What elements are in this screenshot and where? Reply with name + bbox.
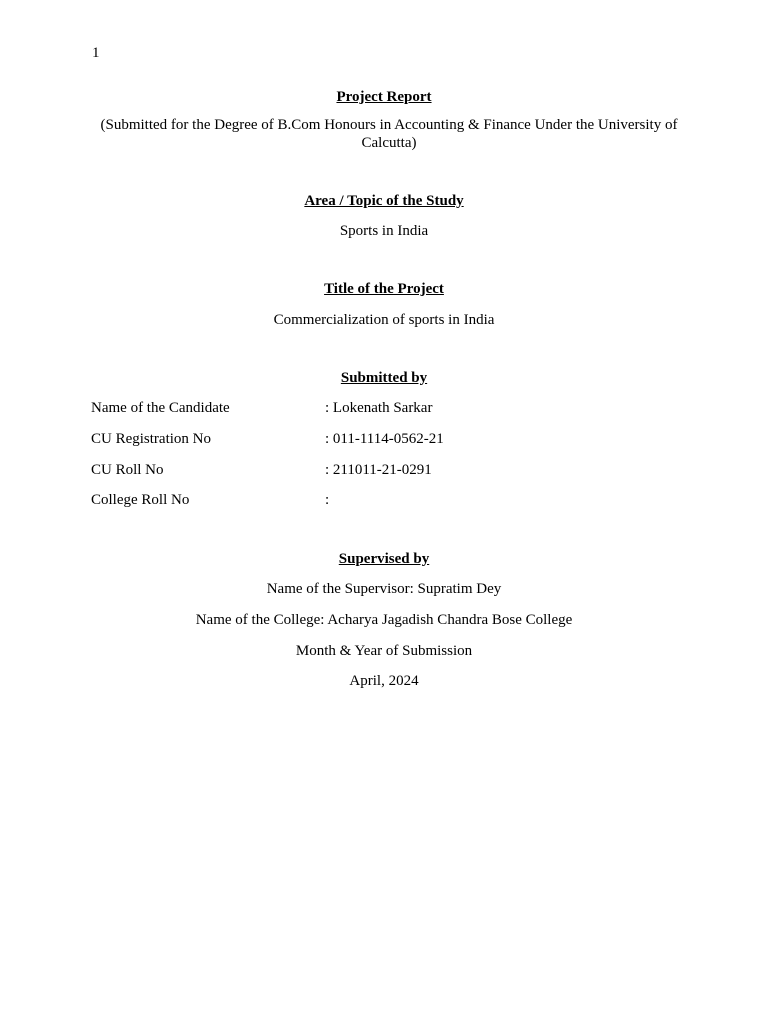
registration-label: CU Registration No <box>91 431 211 447</box>
page-number: 1 <box>92 45 100 61</box>
college-roll-row <box>91 491 591 509</box>
candidate-name-label: Name of the Candidate <box>91 400 230 416</box>
registration-row <box>91 430 591 448</box>
area-topic-heading: Area / Topic of the Study <box>304 193 464 209</box>
submission-date: April, 2024 <box>349 673 419 689</box>
college-roll-value: : <box>325 492 330 508</box>
registration-value: : 011-1114-0562-21 <box>325 431 444 447</box>
area-topic-value: Sports in India <box>339 223 429 239</box>
project-report-subtitle: (Submitted for the Degree of B.Com Honours in Accounting & Finance Under the University of Calcutta) <box>100 117 678 151</box>
project-report-heading: Project Report <box>336 89 432 105</box>
college-roll-label: College Roll No <box>91 492 190 508</box>
roll-no-label: CU Roll No <box>91 462 164 478</box>
candidate-name-row <box>91 399 591 417</box>
project-title-value: Commercialization of sports in India <box>273 312 495 328</box>
submission-label: Month & Year of Submission <box>295 643 473 659</box>
submitted-by-heading: Submitted by <box>340 370 428 386</box>
roll-no-row <box>91 461 591 479</box>
supervisor-name: Name of the Supervisor: Supratim Dey <box>266 581 502 597</box>
roll-no-value: : 211011-21-0291 <box>325 462 432 478</box>
project-title-heading: Title of the Project <box>324 281 444 297</box>
candidate-name-value: : Lokenath Sarkar <box>325 400 433 416</box>
supervised-by-heading: Supervised by <box>338 551 430 567</box>
college-name: Name of the College: Acharya Jagadish Chandra Bose College <box>195 612 573 628</box>
